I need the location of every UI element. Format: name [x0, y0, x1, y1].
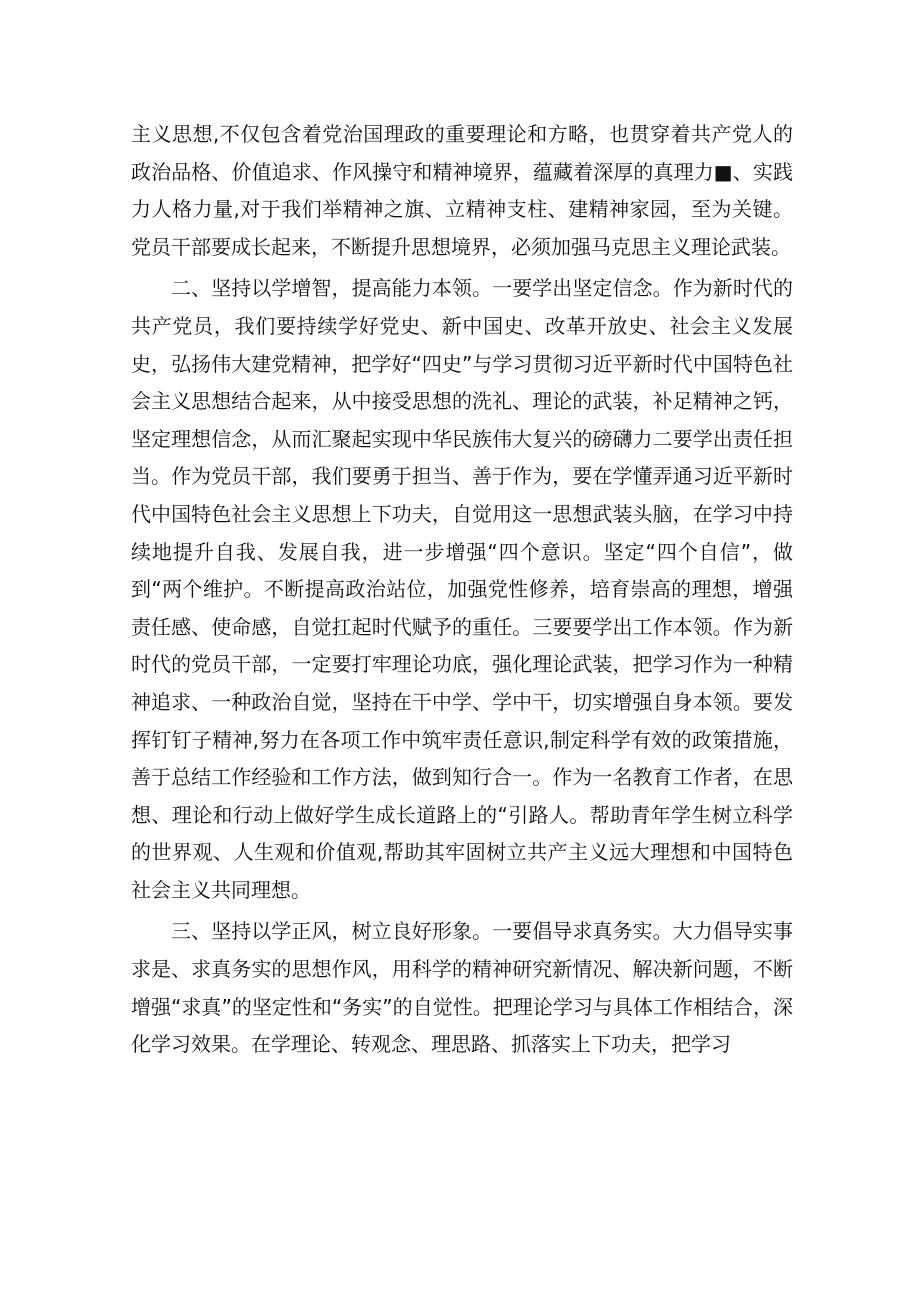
document-body	[131, 116, 793, 1064]
paragraph-section-two: 二、坚持以学增智，提高能力本领。一要学出坚定信念。作为新时代的共产党员，我们要持续学好党史、新中国史、改革开放史、社会主义发展史，弘扬伟大建党精神，把学好“四史”与学习贯彻习近平新时代中国特色社会主义思想结合起来，从中接受思想的洗礼、理论的武装，补足精神之钙，坚定理想信念，从而汇聚起实现中华民族伟大复兴的磅礴力二要学出责任担当。作为党员干部，我们要勇于担当、善于作为，要在学懂弄通习近平新时代中国特色社会主义思想上下功夫，自觉用这一思想武装头脑，在学习中持续地提升自我、发展自我，进一步增强“四个意识。坚定“四个自信”，做到“两个维护。不断提高政治站位，加强党性修养，培育崇高的理想，增强责任感、使命感，自觉扛起时代赋予的重任。三要要学出工作本领。作为新时代的党员干部，一定要打牢理论功底，强化理论武装，把学习作为一种精神追求、一种政治自觉，坚持在干中学、学中干，切实增强自身本领。要发挥钉钉子精神,努力在各项工作中筑牢责任意识,制定科学有效的政策措施，善于总结工作经验和工作方法，做到知行合一。作为一名教育工作者，在思想、理论和行动上做好学生成长道路上的“引路人。帮助青年学生树立科学的世界观、人生观和价值观,帮助其牢固树立共产主义远大理想和中国特色社会主义共同理想。	[131, 276, 793, 902]
paragraph-section-three: 三、坚持以学正风，树立良好形象。一要倡导求真务实。大力倡导实事求是、求真务实的思想作风，用科学的精神研究新情况、解决新问题，不断增强“求真”的坚定性和“务实”的自觉性。把理论学习与具体工作相结合，深化学习效果。在学理论、转观念、理思路、抓落实上下功夫，把学习	[131, 919, 793, 1057]
paragraph-continuation: 主义思想,不仅包含着党治国理政的重要理论和方略，也贯穿着共产党人的政治品格、价值追求、作风操守和精神境界，蕴藏着深厚的真理力■、实践力人格力量,对于我们举精神之旗、立精神支柱、建精神家园，至为关键。党员干部要成长起来，不断提升思想境界，必须加强马克思主义理论武装。	[131, 122, 793, 259]
